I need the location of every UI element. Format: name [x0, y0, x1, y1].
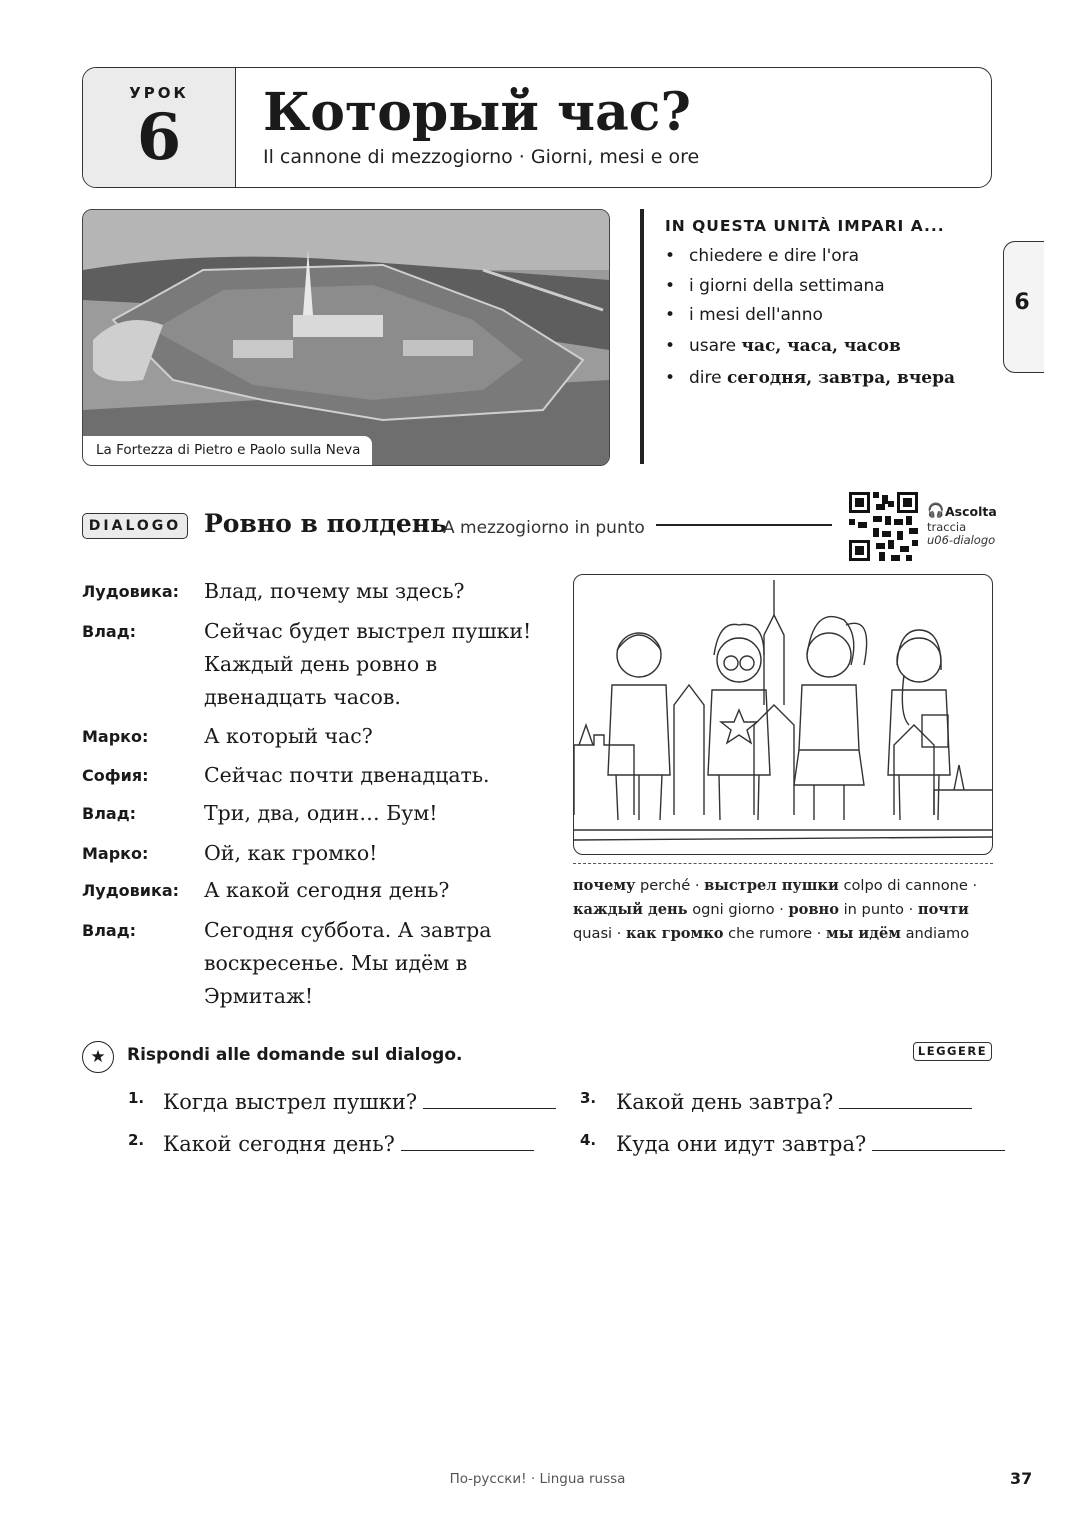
dialog-line: А какой сегодня день?: [204, 878, 450, 902]
objective-item: • usare час, часа, часов: [665, 336, 901, 356]
question-item: Когда выстрел пушки?: [163, 1088, 556, 1114]
page-number: 37: [1010, 1469, 1033, 1488]
answer-blank[interactable]: [401, 1130, 534, 1151]
vocab-ru: как громко: [626, 925, 724, 942]
dialog-title: Ровно в полдень: [204, 509, 448, 538]
dialog-line: Три, два, один… Бум!: [204, 801, 438, 825]
dialog-tag: DIALOGO: [82, 513, 188, 539]
footer-text: По-русски! · Lingua russa: [449, 1471, 626, 1487]
vocab-it: che rumore: [728, 925, 813, 942]
answer-blank[interactable]: [423, 1088, 556, 1109]
question-number: 2.: [128, 1131, 145, 1149]
question-item: Какой день завтра?: [616, 1088, 972, 1114]
lesson-number-box: [83, 68, 236, 187]
dialog-speaker: Влад:: [82, 921, 137, 940]
objectives-divider: [640, 209, 644, 464]
vocab-ru: ровно: [788, 901, 839, 918]
audio-sublabel: traccia: [927, 520, 967, 534]
objectives-title: IN QUESTA UNITÀ IMPARI A...: [665, 217, 945, 235]
dialog-line: Сейчас будет выстрел пушки! Каждый день ровно в двенадцать часов.: [204, 619, 532, 709]
dialog-line: Сегодня суббота. А завтра воскресенье. Мы идём в Эрмитаж!: [204, 918, 492, 1008]
vocab-ru: каждый день: [573, 901, 688, 918]
kids-drawing-image: [574, 575, 992, 854]
dialog-speaker: Влад:: [82, 622, 137, 641]
exercise-title: Rispondi alle domande sul dialogo.: [127, 1045, 463, 1065]
audio-track-name: u06-dialogo: [927, 533, 996, 547]
headphones-icon: 🎧: [927, 503, 945, 519]
dialog-line: Влад, почему мы здесь?: [204, 579, 465, 603]
vocab-it: perché: [640, 877, 691, 894]
photo-caption: La Fortezza di Pietro e Paolo sulla Neva: [83, 436, 372, 465]
vocab-ru: почти: [917, 901, 969, 918]
objective-item: • i giorni della settimana: [665, 276, 885, 296]
vocab-ru: мы идём: [826, 925, 901, 942]
dialog-subtitle: A mezzogiorno in punto: [443, 518, 645, 538]
dialog-title-rule: [656, 524, 832, 526]
audio-label[interactable]: Ascolta: [945, 504, 997, 519]
vocab-it: andiamo: [905, 925, 970, 942]
star-icon: ★: [82, 1041, 114, 1073]
side-tab-number: 6: [1014, 290, 1030, 315]
question-item: Куда они идут завтра?: [616, 1130, 1005, 1156]
dialog-line: Сейчас почти двенадцать.: [204, 763, 490, 787]
lesson-label: УРОК: [129, 84, 189, 102]
lesson-number: 6: [136, 100, 182, 175]
dialog-speaker: Марко:: [82, 727, 149, 746]
vocab-it: colpo di cannone: [843, 877, 968, 894]
fortress-photo: [82, 209, 610, 466]
vocab-glossary: почему perché · выстрел пушки colpo di cannone · каждый день ogni giorno · ровно in punto · почти quasi · как громко che rumore · мы идём andiamo: [573, 877, 978, 942]
kids-illustration: [573, 574, 993, 855]
dialog-speaker: София:: [82, 766, 149, 785]
dialog-line: А который час?: [204, 724, 373, 748]
dialog-speaker: Лудовика:: [82, 582, 180, 601]
question-number: 4.: [580, 1131, 597, 1149]
objective-item: • i mesi dell'anno: [665, 305, 823, 325]
dialog-speaker: Влад:: [82, 804, 137, 823]
vocab-it: ogni giorno: [692, 901, 775, 918]
question-number: 1.: [128, 1089, 145, 1107]
objective-item: • chiedere e dire l'ora: [665, 246, 860, 266]
vocab-it: in punto: [843, 901, 904, 918]
vocab-ru: почему: [573, 877, 636, 894]
page-subtitle: Il cannone di mezzogiorno · Giorni, mesi e ore: [263, 146, 700, 168]
fortress-aerial-image: [83, 210, 609, 465]
answer-blank[interactable]: [839, 1088, 972, 1109]
question-item: Какой сегодня день?: [163, 1130, 534, 1156]
objective-item: • dire сегодня, завтра, вчера: [665, 368, 956, 388]
vocab-ru: выстрел пушки: [704, 877, 839, 894]
vocab-divider: [573, 863, 993, 864]
vocab-it: quasi: [573, 925, 613, 942]
question-number: 3.: [580, 1089, 597, 1107]
qr-code-icon[interactable]: [849, 492, 918, 561]
page-title: Который час?: [263, 82, 691, 143]
skill-tag: LEGGERE: [913, 1042, 992, 1061]
dialog-speaker: Лудовика:: [82, 881, 180, 900]
dialog-speaker: Марко:: [82, 844, 149, 863]
dialog-line: Ой, как громко!: [204, 841, 378, 865]
lesson-header: [82, 67, 992, 188]
chapter-side-tab: [1003, 241, 1044, 373]
answer-blank[interactable]: [872, 1130, 1005, 1151]
